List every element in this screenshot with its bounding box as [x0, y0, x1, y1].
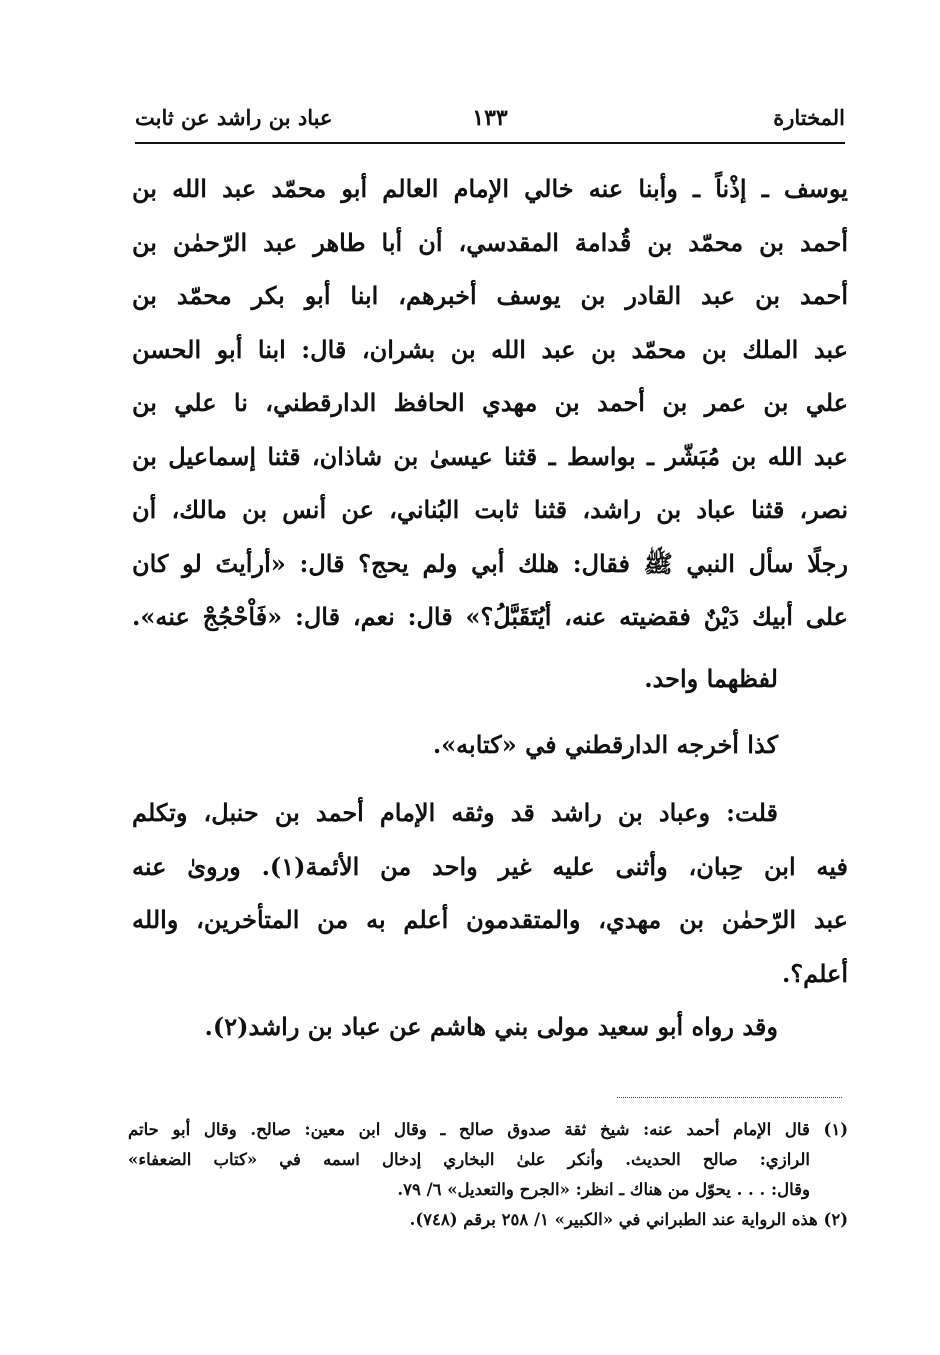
text-line: أحمد بن محمّد بن قُدامة المقدسي، أن أبا طاهر عبد الرّحمٰن بن — [132, 227, 848, 257]
hadith-text — [132, 162, 848, 644]
header-divider — [135, 142, 845, 144]
text-line: نصر، قثنا عباد بن راشد، قثنا ثابت البُناني، عن أنس بن مالك، أن — [132, 495, 848, 524]
text-line: فيه ابن حِبان، وأثنى عليه غير واحد من الأئمة(١). وروىٰ عنه — [132, 851, 848, 881]
header-book-title: المختارة — [773, 105, 845, 130]
text-line: على أبيك دَيْنٌ فقضيته عنه، أيُتَقَبَّلُ؟» قال: نعم، قال: «فَاْحْجُجْ عنه». — [132, 602, 848, 631]
footnote-divider — [617, 1097, 842, 1098]
footnote-line: وقال: . . . يحوّل من هناك ـ انظر: «الجرح والتعديل» ٦/ ٧٩. — [397, 1180, 810, 1199]
header-chapter-title: عباد بن راشد عن ثابت — [135, 105, 333, 130]
text-line: عبد الله بن مُبَشّر ـ بواسط ـ قثنا عيسىٰ بن شاذان، قثنا إسماعيل بن — [132, 441, 848, 471]
footnote-line: (١) قال الإمام أحمد عنه: شيخ ثقة صدوق صالح ـ وقال ابن معين: صالح. وقال أبو حاتم — [128, 1120, 848, 1139]
paragraph-waqad — [132, 1000, 848, 1054]
text-line: كذا أخرجه الدارقطني في «كتابه». — [432, 730, 778, 759]
text-line: علي بن عمر بن أحمد بن مهدي الحافظ الدارقطني، نا علي بن — [132, 388, 848, 417]
paragraph-kadha — [132, 718, 848, 772]
text-line: لفظهما واحد. — [644, 664, 778, 693]
page-number: ١٣٣ — [472, 105, 508, 131]
text-line: عبد الرّحمٰن بن مهدي، والمتقدمون أعلم به من المتأخرين، والله — [132, 905, 848, 934]
text-line: أحمد بن عبد القادر بن يوسف أخبرهم، ابنا أبو بكر محمّد بن — [132, 281, 848, 310]
text-line: عبد الملك بن محمّد بن عبد الله بن بشران، قال: ابنا أبو الحسن — [132, 334, 848, 364]
text-line: رجلًا سأل النبي ﷺ فقال: هلك أبي ولم يحج؟ قال: «أرأيتَ لو كان — [132, 548, 848, 578]
text-line: قلت: وعباد بن راشد قد وثقه الإمام أحمد بن حنبل، وتكلم — [132, 798, 778, 827]
footnotes — [128, 1115, 848, 1235]
running-header — [135, 100, 845, 136]
text-line: وقد رواه أبو سعيد مولى بني هاشم عن عباد بن راشد(٢). — [204, 1012, 778, 1041]
text-line: يوسف ـ إذْناً ـ وأبنا عنه خالي الإمام العالم أبو محمّد عبد الله بن — [132, 174, 848, 203]
paragraph-lafz — [132, 652, 848, 706]
footnote-line: الرازي: صالح الحديث. وأنكر علىٰ البخاري إدخال اسمه في «كتاب الضعفاء» — [128, 1150, 810, 1169]
paragraph-qult — [132, 786, 848, 1000]
footnote-line: (٢) هذه الرواية عند الطبراني في «الكبير» ١/ ٢٥٨ برقم (٧٤٨). — [409, 1210, 848, 1229]
text-line: أعلم؟. — [782, 958, 848, 988]
